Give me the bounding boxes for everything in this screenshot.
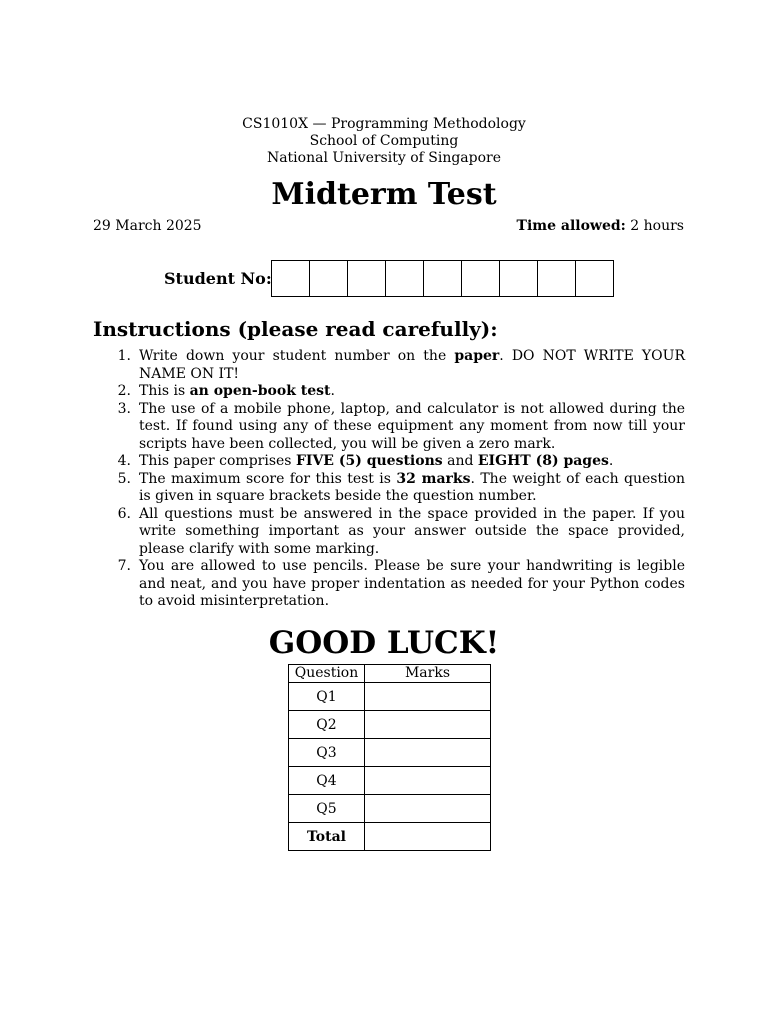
instruction-item xyxy=(93,506,685,559)
exam-date: 29 March 2025 xyxy=(93,218,202,234)
instruction-number: 4. xyxy=(117,453,131,469)
marks-table-marks-cell[interactable] xyxy=(365,795,491,823)
time-allowed-value: 2 hours xyxy=(630,218,684,234)
instruction-number: 7. xyxy=(117,558,131,574)
instruction-number: 3. xyxy=(117,400,131,417)
page-title: Midterm Test xyxy=(271,177,497,212)
school-name: School of Computing xyxy=(309,133,459,149)
marks-table-question-cell: Q5 xyxy=(289,795,365,823)
instruction-item xyxy=(93,348,685,383)
instruction-text: This is an open-book test. xyxy=(139,383,335,399)
student-number-digit-box[interactable] xyxy=(423,260,462,297)
instruction-number: 6. xyxy=(117,505,131,522)
instruction-number: 5. xyxy=(117,470,131,487)
student-number-digit-box[interactable] xyxy=(309,260,348,297)
table-row xyxy=(289,711,491,739)
instruction-item xyxy=(93,558,685,611)
instructions-list xyxy=(93,348,685,611)
student-number-digit-box[interactable] xyxy=(461,260,500,297)
instruction-item xyxy=(93,471,685,506)
marks-table-marks-cell[interactable] xyxy=(365,767,491,795)
instruction-number: 1. xyxy=(117,348,131,364)
instruction-number: 2. xyxy=(117,383,131,399)
marks-table-marks-cell[interactable] xyxy=(365,711,491,739)
instructions-heading: Instructions (please read carefully): xyxy=(93,317,498,341)
student-number-digit-box[interactable] xyxy=(575,260,614,297)
instruction-text: The use of a mobile phone, laptop, and calculator is not allowed during the test. If found using any of these equipment any moment from now till your scripts have been collected, you will be given a zero mark. xyxy=(139,400,685,452)
marks-table-question-cell: Q3 xyxy=(289,739,365,767)
marks-table-question-cell: Q1 xyxy=(289,683,365,711)
table-row xyxy=(289,767,491,795)
table-row xyxy=(289,683,491,711)
marks-table-header-question: Question xyxy=(289,665,365,683)
instruction-item xyxy=(93,401,685,454)
marks-table-marks-cell[interactable] xyxy=(365,683,491,711)
marks-table-question-cell: Q2 xyxy=(289,711,365,739)
course-name: CS1010X — Programming Methodology xyxy=(242,116,526,132)
marks-table-question-cell: Total xyxy=(289,823,365,851)
instruction-text: The maximum score for this test is 32 marks. The weight of each question is given in square brackets beside the question number. xyxy=(139,470,685,504)
instruction-text: You are allowed to use pencils. Please be sure your handwriting is legible and neat, and you have proper indentation as needed for your Python codes to avoid misinterpretation. xyxy=(139,558,685,609)
instruction-text: This paper comprises FIVE (5) questions and EIGHT (8) pages. xyxy=(139,453,614,469)
student-number-digit-box[interactable] xyxy=(271,260,310,297)
time-allowed xyxy=(517,218,684,234)
student-number-digit-box[interactable] xyxy=(347,260,386,297)
table-row xyxy=(289,795,491,823)
instruction-item xyxy=(93,453,685,471)
marks-table xyxy=(288,664,491,851)
table-row-total xyxy=(289,823,491,851)
table-row xyxy=(289,739,491,767)
instruction-text: Write down your student number on the paper. DO NOT WRITE YOUR NAME ON IT! xyxy=(139,348,685,382)
good-luck-banner: GOOD LUCK! xyxy=(268,625,500,661)
marks-table-header-marks: Marks xyxy=(365,665,491,683)
student-number-digit-box[interactable] xyxy=(385,260,424,297)
marks-table-marks-cell[interactable] xyxy=(365,739,491,767)
marks-table-marks-cell[interactable] xyxy=(365,823,491,851)
student-number-digit-box[interactable] xyxy=(499,260,538,297)
university-name: National University of Singapore xyxy=(266,150,502,166)
time-allowed-label: Time allowed: xyxy=(516,218,626,234)
instruction-text: All questions must be answered in the space provided in the paper. If you write something important as your answer outside the space provided, please clarify with some marking. xyxy=(139,505,685,557)
student-number-digit-box[interactable] xyxy=(537,260,576,297)
student-number-boxes xyxy=(271,260,614,297)
marks-table-question-cell: Q4 xyxy=(289,767,365,795)
instruction-item xyxy=(93,383,685,401)
student-number-label: Student No: xyxy=(164,269,272,288)
